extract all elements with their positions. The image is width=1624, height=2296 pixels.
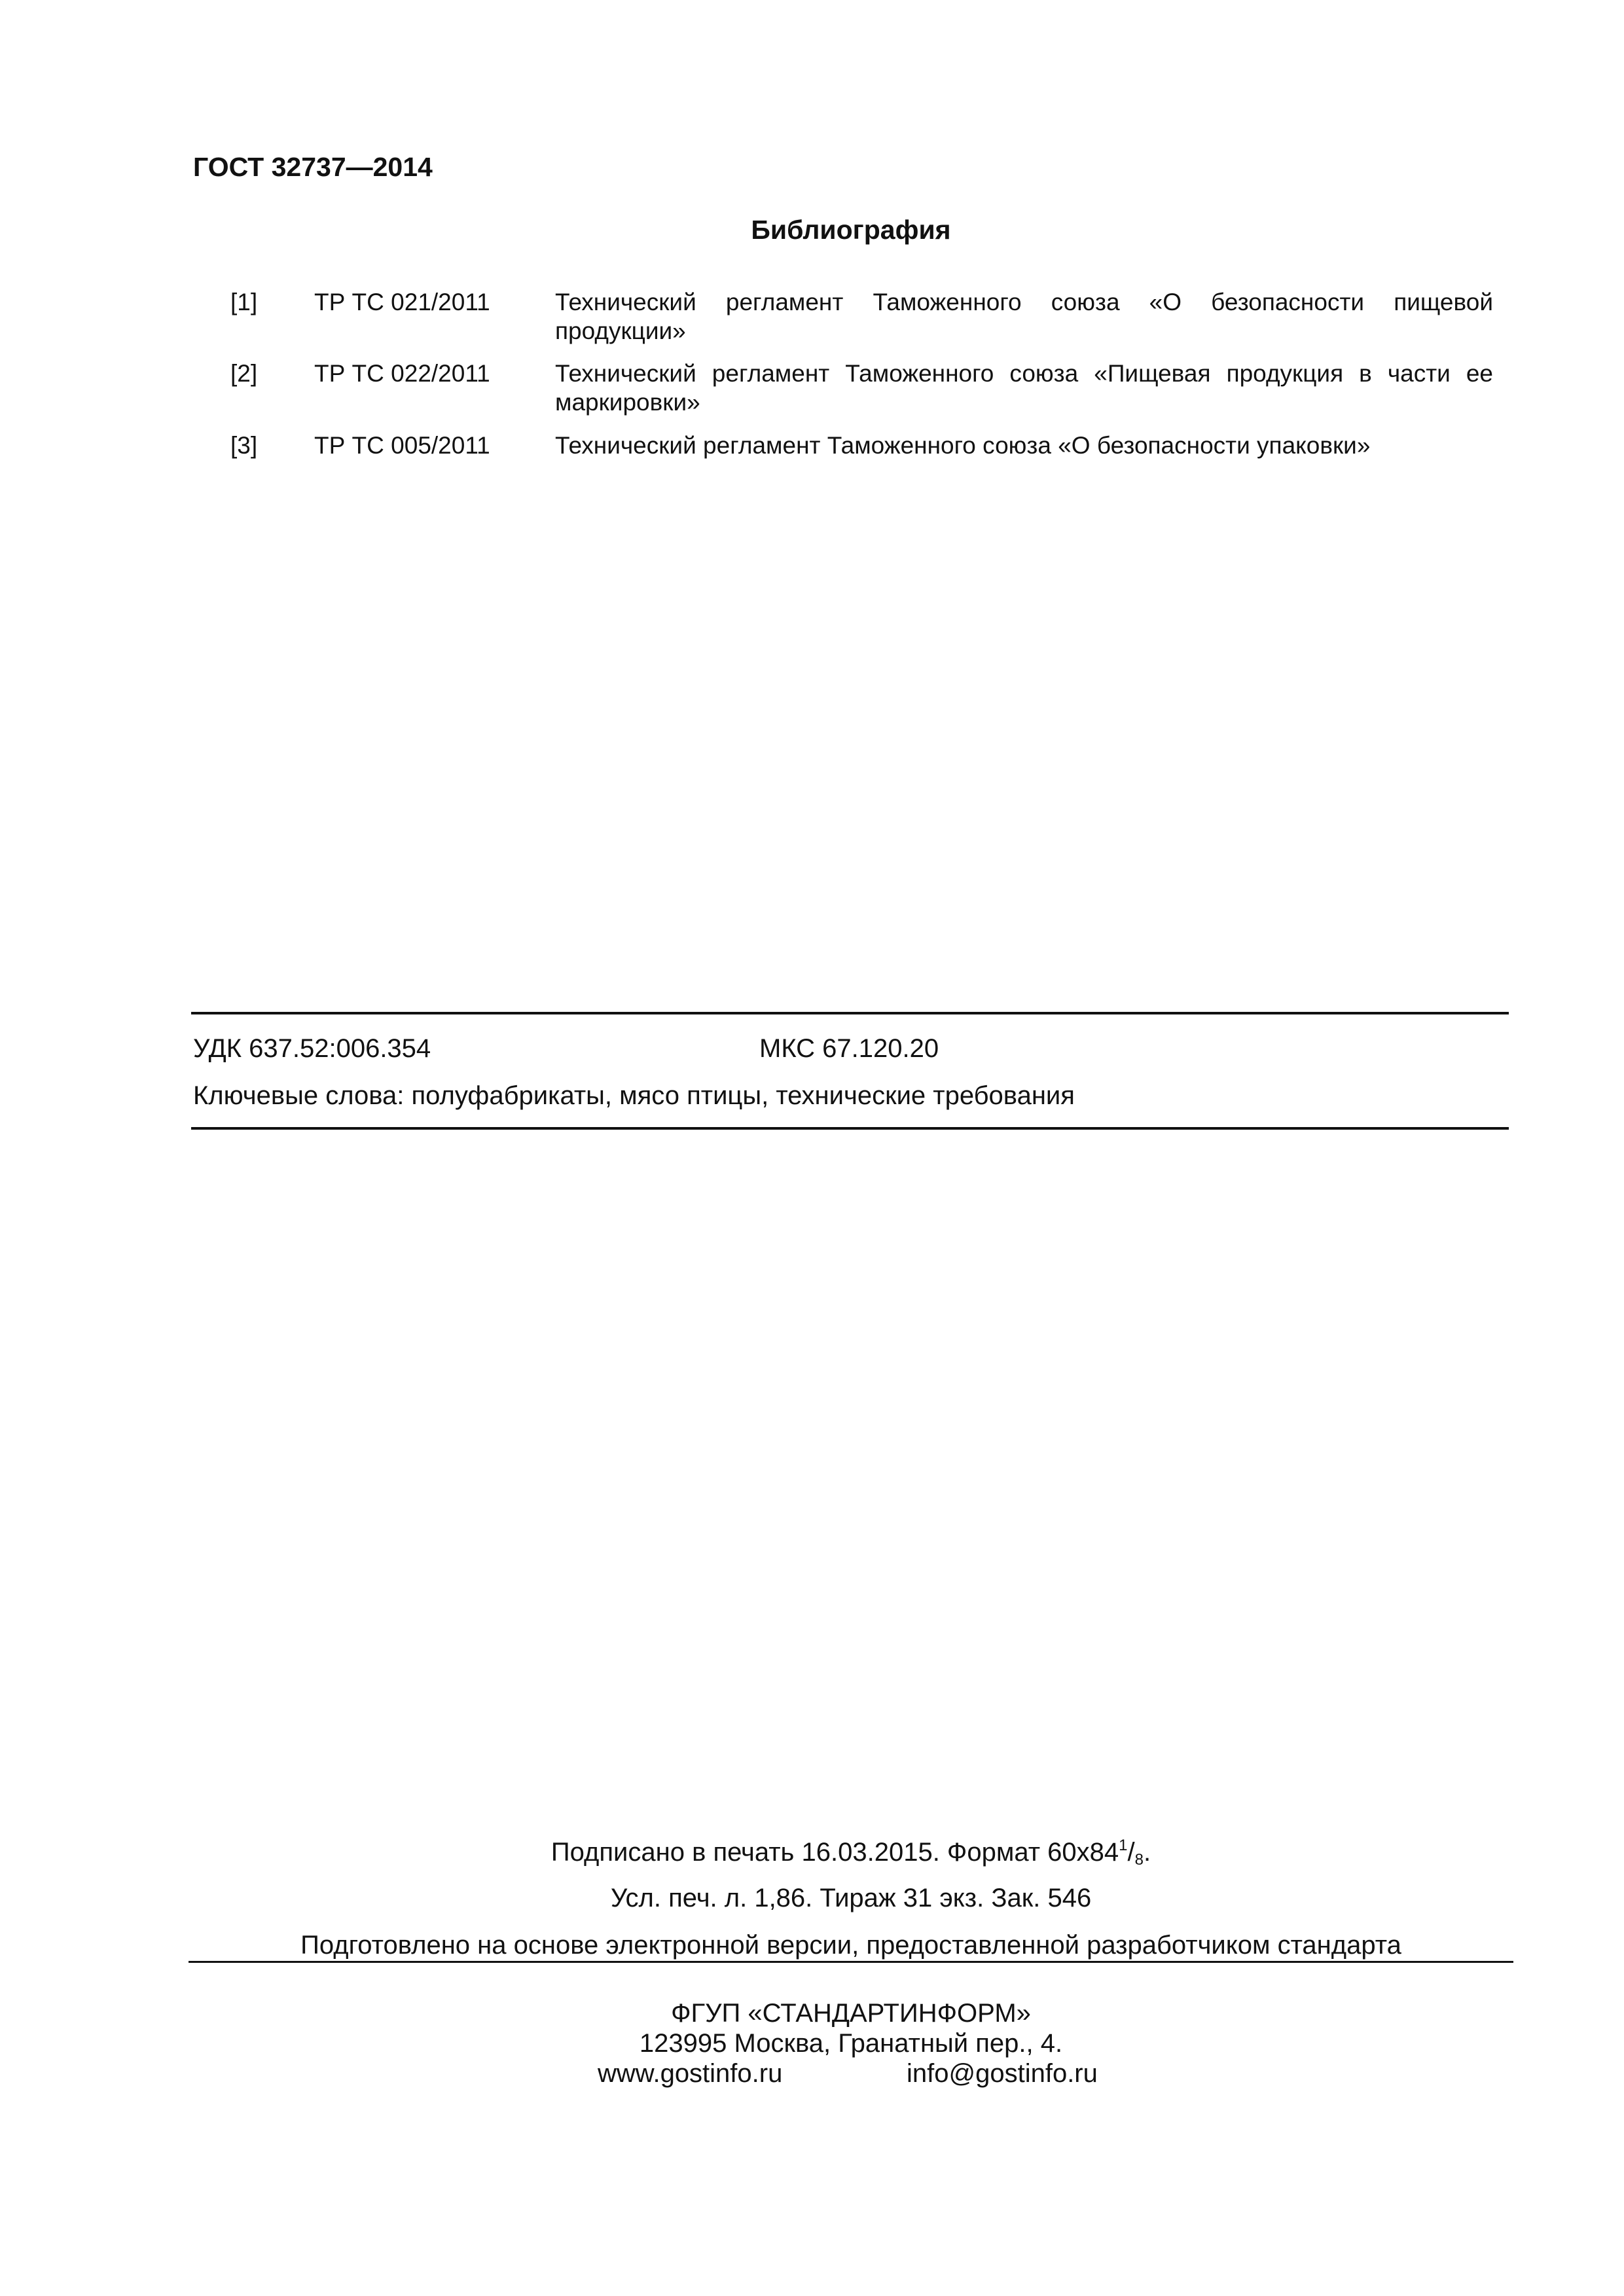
reference-code: ТР ТС 005/2011: [314, 432, 490, 459]
format-slash: /: [1127, 1838, 1135, 1867]
website-link[interactable]: www.gostinfo.ru: [598, 2059, 783, 2088]
publisher-name: ФГУП «СТАНДАРТИНФОРМ»: [671, 1999, 1031, 2028]
classification-top-rule: [191, 1012, 1509, 1014]
prepared-note: Подготовлено на основе электронной версии, предоставленной разработчиком стандарта: [300, 1931, 1401, 1960]
reference-title-line: Технический регламент Таможенного союза «О безопасности упаковки»: [555, 432, 1371, 459]
reference-code: ТР ТС 022/2011: [314, 360, 490, 387]
print-details: Усл. печ. л. 1,86. Тираж 31 экз. Зак. 546: [610, 1884, 1092, 1912]
reference-title-line: маркировки»: [555, 389, 700, 416]
bibliography-title: Библиография: [751, 215, 951, 245]
document-code: ГОСТ 32737—2014: [193, 152, 433, 182]
email-link[interactable]: info@gostinfo.ru: [907, 2059, 1098, 2088]
reference-title-line: Технический регламент Таможенного союза «О безопасности пищевой: [555, 289, 1493, 315]
format-denominator: 8: [1134, 1851, 1144, 1869]
reference-title-line: продукции»: [555, 317, 686, 344]
classification-bottom-rule: [191, 1127, 1509, 1130]
format-numerator: 1: [1119, 1837, 1128, 1854]
mks-code: МКС 67.120.20: [759, 1034, 939, 1063]
reference-title: [555, 431, 1493, 460]
signed-for-print: [0, 1837, 1624, 1869]
reference-title: [555, 359, 1493, 417]
reference-title-line: Технический регламент Таможенного союза «Пищевая продукция в части ее: [555, 360, 1493, 387]
udk-code: УДК 637.52:006.354: [193, 1034, 431, 1063]
publisher-address: 123995 Москва, Гранатный пер., 4.: [639, 2029, 1063, 2058]
format-suffix: .: [1143, 1838, 1151, 1867]
signed-for-print-text: Подписано в печать 16.03.2015. Формат 60х84: [550, 1838, 1119, 1867]
reference-number: [2]: [230, 360, 258, 387]
reference-number: [1]: [230, 289, 258, 315]
keywords: Ключевые слова: полуфабрикаты, мясо птицы, технические требования: [193, 1081, 1075, 1110]
reference-code: ТР ТС 021/2011: [314, 289, 490, 315]
reference-number: [3]: [230, 432, 258, 459]
imprint-rule: [189, 1961, 1513, 1963]
reference-title: [555, 288, 1493, 346]
